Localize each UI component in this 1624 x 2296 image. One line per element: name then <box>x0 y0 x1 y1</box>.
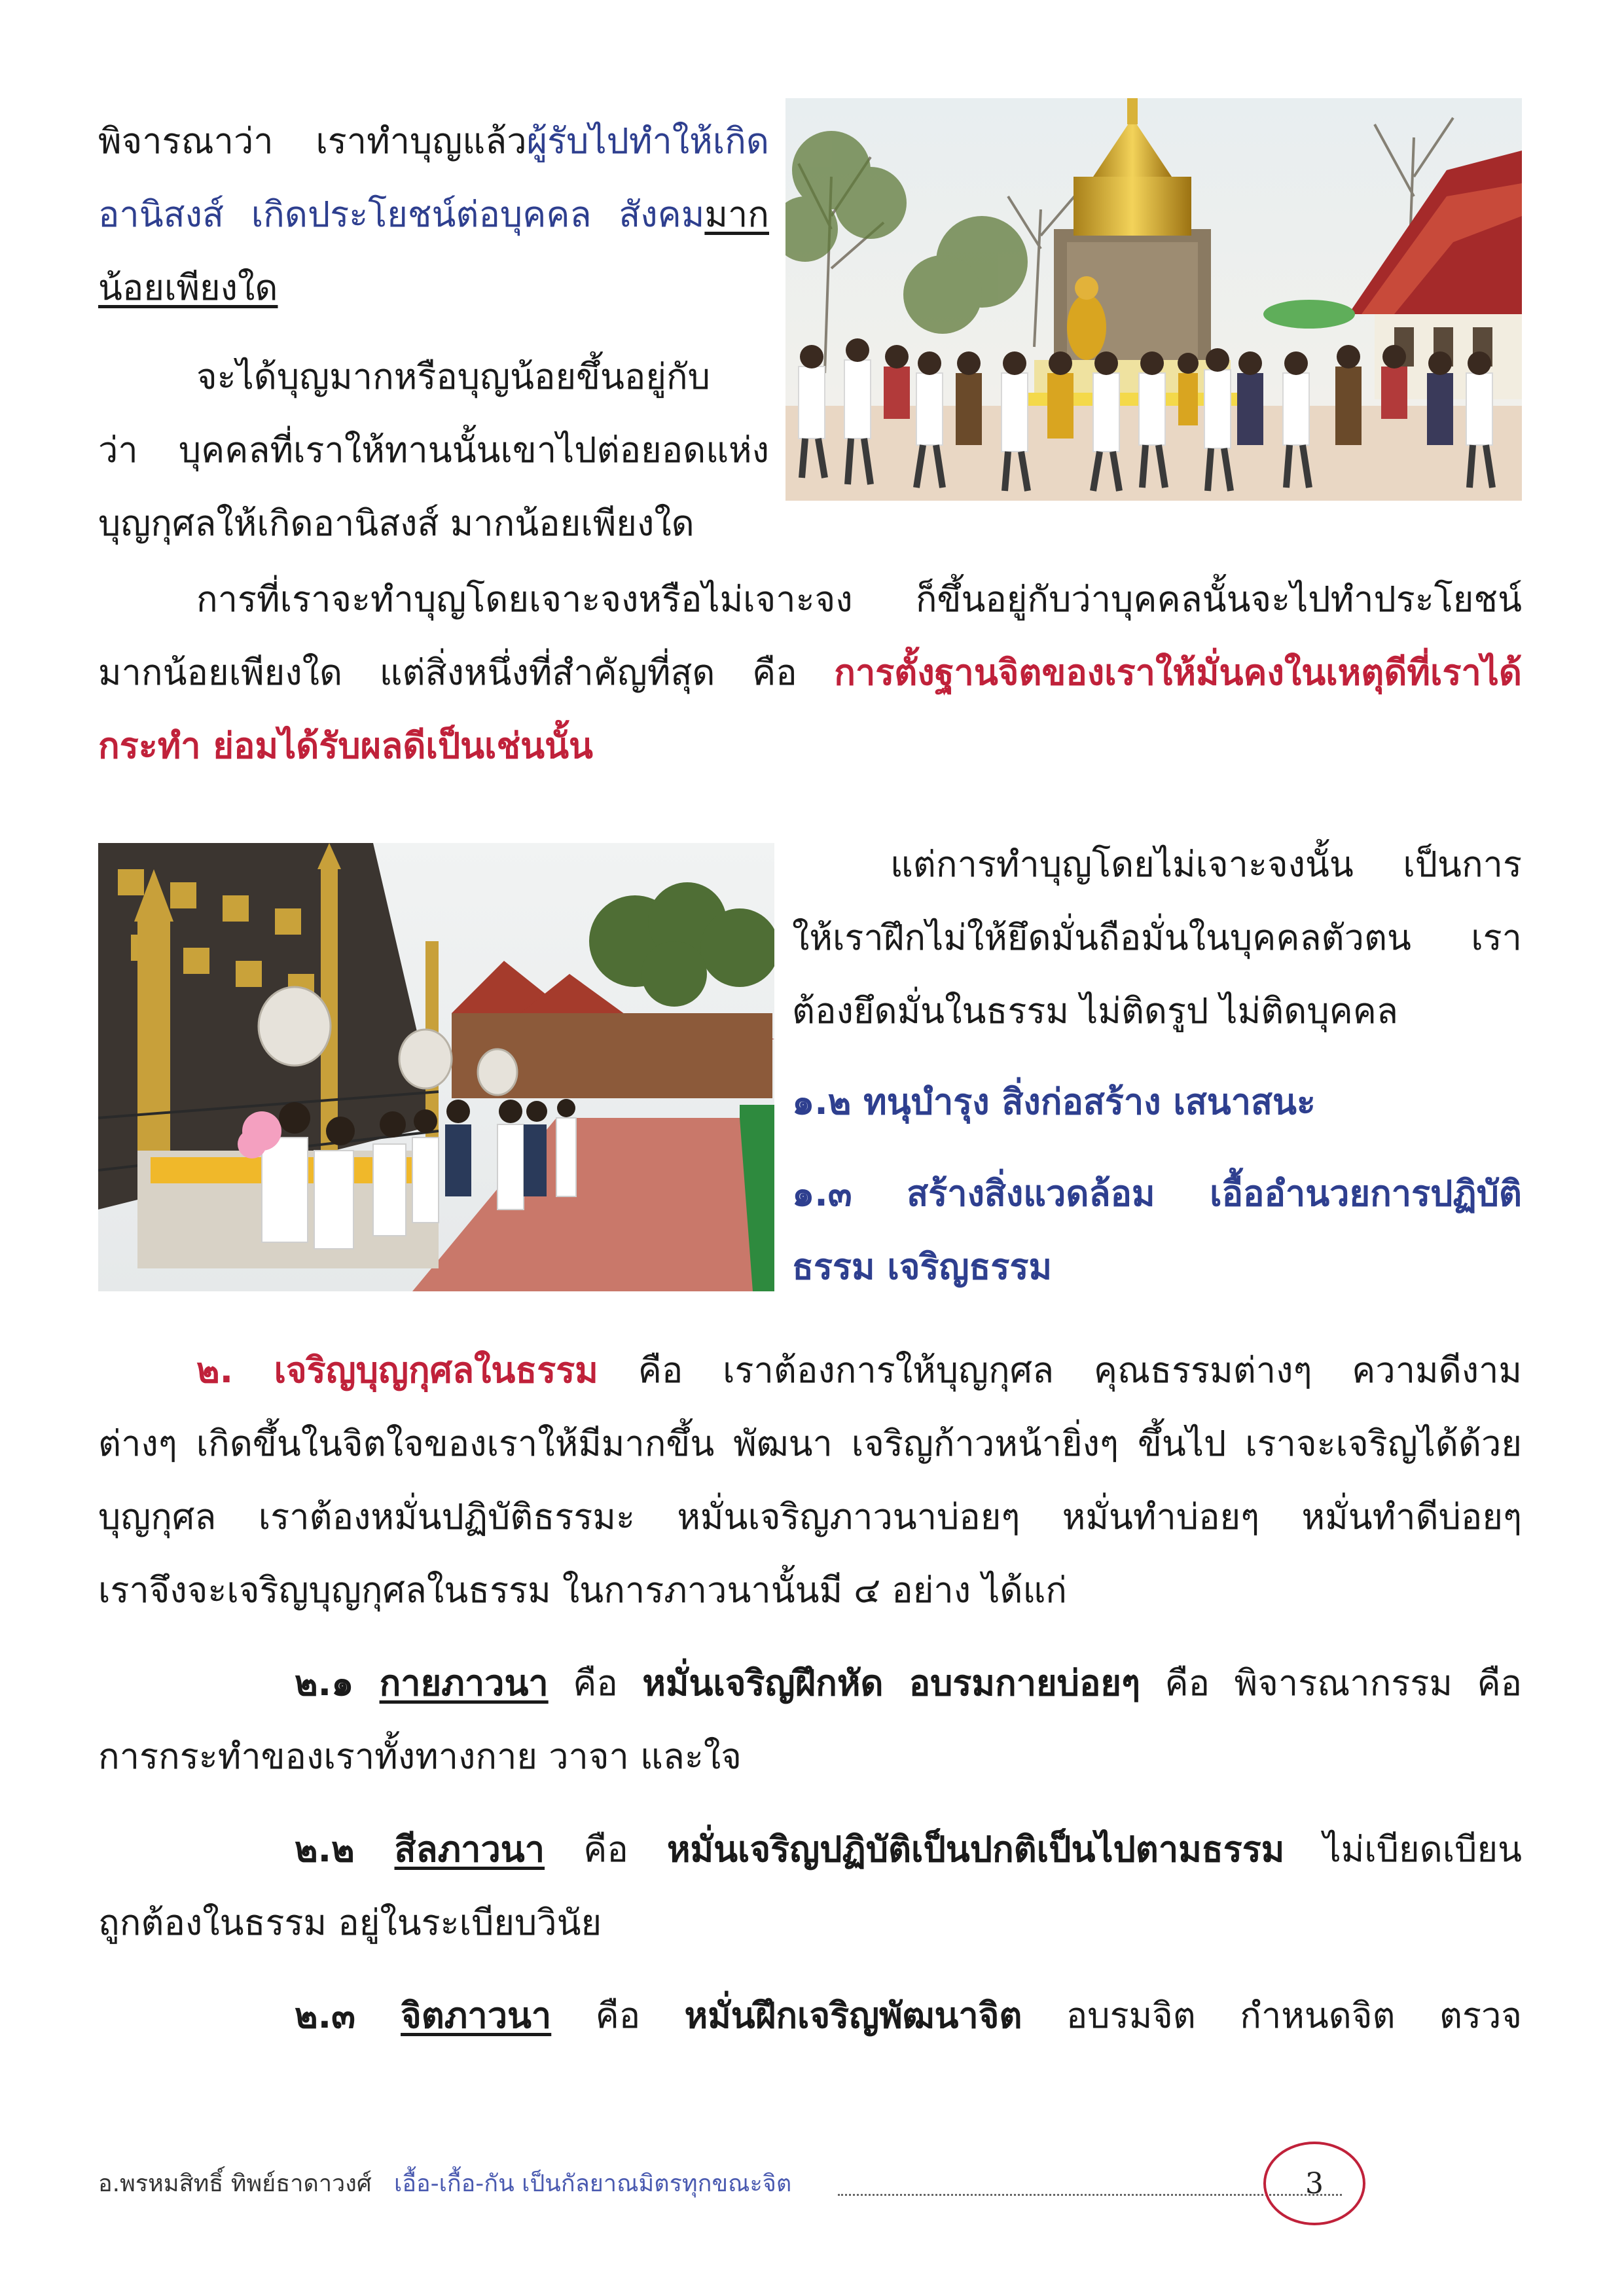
para1-line1: พิจารณาว่า เราทำบุญแล้วผู้รับไปทำให้เกิด <box>98 120 769 162</box>
footer-author: อ.พรหมสิทธิ์ ทิพย์ธาดาวงศ์ <box>98 2170 372 2197</box>
section2-line1: ๒. เจริญบุญกุศลในธรรม คือ เราต้องการให้บุญกุศล คุณธรรมต่างๆ ความดีงาม <box>196 1350 1523 1391</box>
section2-line4: เราจึงจะเจริญบุญกุศลในธรรม ในการภาวนานั้นมี ๔ อย่าง ได้แก่ <box>98 1570 1067 1611</box>
item-2-3-line1: ๒.๓ จิตภาวนา คือ หมั่นฝึกเจริญพัฒนาจิต อบรมจิต กำหนดจิต ตรวจ <box>295 1995 1523 2036</box>
heading-1-2: ๑.๒ ทนุบำรุง สิ่งก่อสร้าง เสนาสนะ <box>792 1081 1316 1122</box>
temple-wall-photo <box>98 843 774 1291</box>
heading-1-3-line1: ๑.๓ สร้างสิ่งแวดล้อม เอื้ออำนวยการปฏิบัติ <box>792 1173 1522 1214</box>
para2-line1: จะได้บุญมากหรือบุญน้อยขึ้นอยู่กับ <box>196 356 710 397</box>
item-2-2-line1: ๒.๒ สีลภาวนา คือ หมั่นเจริญปฏิบัติเป็นปกติเป็นไปตามธรรม ไม่เบียดเบียน <box>295 1829 1523 1870</box>
section2-line2: ต่างๆ เกิดขึ้นในจิตใจของเราให้มีมากขึ้น พัฒนา เจริญก้าวหน้ายิ่งๆ ขึ้นไป เราจะเจริญได้ด้วย <box>98 1423 1522 1464</box>
section2-title: ๒. เจริญบุญกุศลในธรรม <box>196 1350 598 1391</box>
paragraph-1 <box>98 105 769 325</box>
para4-line1: แต่การทำบุญโดยไม่เจาะจงนั้น เป็นการ <box>890 844 1522 885</box>
para1-line3: น้อยเพียงใด <box>98 267 278 308</box>
para3-line1: การที่เราจะทำบุญโดยเจาะจงหรือไม่เจาะจง ก็ขึ้นอยู่กับว่าบุคคลนั้นจะไปทำประโยชน์ <box>196 579 1522 620</box>
item-2-1-line2: การกระทำของเราทั้งทางกาย วาจา และใจ <box>98 1736 742 1777</box>
temple-procession-photo <box>785 98 1522 501</box>
item-2-3 <box>98 1979 1522 2053</box>
paragraph-4 <box>792 828 1522 1048</box>
section2-line3: บุญกุศล เราต้องหมั่นปฏิบัติธรรมะ หมั่นเจริญภาวนาบ่อยๆ หมั่นทำบ่อยๆ หมั่นทำดีบ่อยๆ <box>98 1496 1522 1537</box>
para3-line3: กระทำ ย่อมได้รับผลดีเป็นเช่นนั้น <box>98 725 593 766</box>
paragraph-3 <box>98 563 1522 783</box>
para2-line2: ว่า บุคคลที่เราให้ทานนั้นเขาไปต่อยอดแห่ง <box>98 429 769 471</box>
item-2-1-line1: ๒.๑ กายภาวนา คือ หมั่นเจริญฝึกหัด อบรมกายบ่อยๆ คือ พิจารณากรรม คือ <box>295 1662 1523 1704</box>
page-number: 3 <box>1263 2142 1365 2225</box>
paragraph-2 <box>98 340 769 560</box>
para1-line2: อานิสงส์ เกิดประโยชน์ต่อบุคคล สังคมมาก <box>98 194 769 235</box>
item-2-1 <box>98 1647 1522 1793</box>
item-2-2 <box>98 1813 1522 1960</box>
footer-motto: เอื้อ-เกื้อ-กัน เป็นกัลยาณมิตรทุกขณะจิต <box>394 2170 792 2197</box>
section-2 <box>98 1334 1522 1627</box>
para3-line2: มากน้อยเพียงใด แต่สิ่งหนึ่งที่สำคัญที่สุด คือ การตั้งฐานจิตของเราให้มั่นคงในเหตุดีที่เราได้ <box>98 652 1522 693</box>
para4-line3: ต้องยึดมั่นในธรรม ไม่ติดรูป ไม่ติดบุคคล <box>792 990 1398 1031</box>
para2-line3: บุญกุศลให้เกิดอานิสงส์ มากน้อยเพียงใด <box>98 503 695 544</box>
heading-1-3-line2: ธรรม เจริญธรรม <box>792 1246 1053 1287</box>
footer-author-line <box>98 2148 791 2220</box>
heading-1-3 <box>792 1157 1522 1304</box>
para4-line2: ให้เราฝึกไม่ให้ยึดมั่นถือมั่นในบุคคลตัวตน เรา <box>792 917 1522 958</box>
item-2-2-line2: ถูกต้องในธรรม อยู่ในระเบียบวินัย <box>98 1902 602 1943</box>
